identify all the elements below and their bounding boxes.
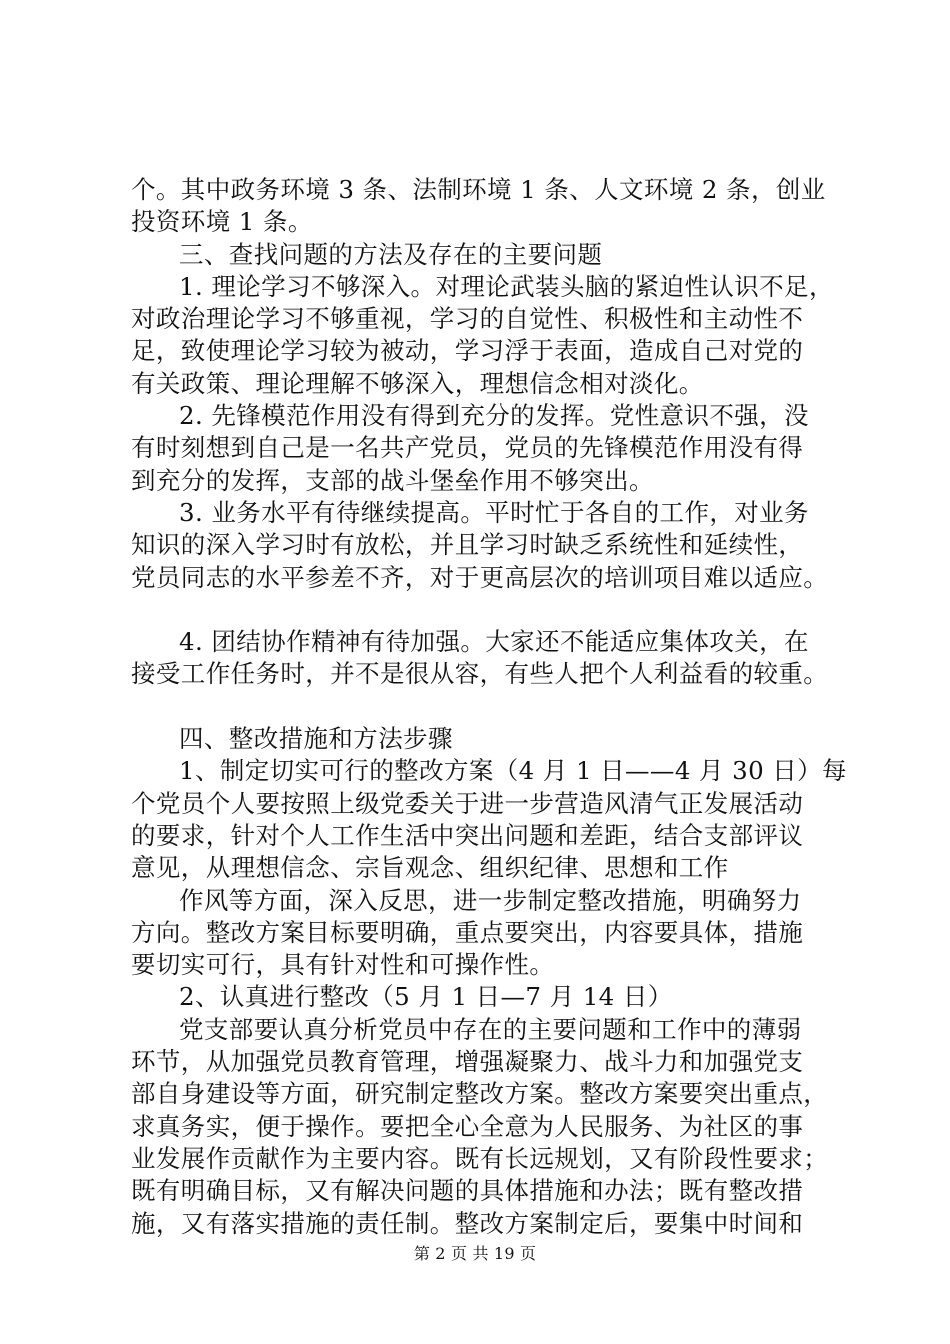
text-line: 2. 先锋模范作用没有得到充分的发挥。党性意识不强，没	[179, 401, 809, 431]
text-line: 四、整改措施和方法步骤	[179, 724, 453, 754]
text-line: 既有明确目标，又有解决问题的具体措施和办法；既有整改措	[131, 1176, 804, 1206]
text-line: 环节，从加强党员教育管理，增强凝聚力、战斗力和加强党支	[131, 1047, 804, 1077]
text-line: 作风等方面，深入反思，进一步制定整改措施，明确努力	[179, 885, 802, 915]
text-line: 到充分的发挥，支部的战斗堡垒作用不够突出。	[131, 465, 654, 495]
blank-line	[131, 594, 833, 626]
text-line: 意见，从理想信念、宗旨观念、组织纪律、思想和工作	[131, 853, 729, 883]
text-line: 三、查找问题的方法及存在的主要问题	[179, 239, 603, 269]
blank-line	[131, 691, 833, 723]
text-line: 部自身建设等方面，研究制定整改方案。整改方案要突出重点，	[131, 1079, 829, 1109]
text-line: 党支部要认真分析党员中存在的主要问题和工作中的薄弱	[179, 1014, 802, 1044]
text-line: 党员同志的水平参差不齐，对于更高层次的培训项目难以适应。	[131, 562, 829, 592]
text-line: 对政治理论学习不够重视，学习的自觉性、积极性和主动性不	[131, 304, 804, 334]
text-line: 2、认真进行整改（5 月 1 日—7 月 14 日）	[179, 982, 673, 1012]
text-line: 1. 理论学习不够深入。对理论武装头脑的紧迫性认识不足，	[179, 271, 834, 301]
text-line: 个。其中政务环境 3 条、法制环境 1 条、人文环境 2 条，创业	[131, 175, 826, 204]
text-line: 知识的深入学习时有放松，并且学习时缺乏系统性和延续性，	[131, 530, 804, 560]
text-line: 有关政策、理论理解不够深入，理想信念相对淡化。	[131, 368, 704, 398]
text-line: 求真务实，便于操作。要把全心全意为人民服务、为社区的事	[131, 1111, 804, 1141]
text-line: 足，致使理论学习较为被动，学习浮于表面，造成自己对党的	[131, 336, 804, 366]
text-line: 的要求，针对个人工作生活中突出问题和差距，结合支部评议	[131, 820, 804, 850]
text-line: 4. 团结协作精神有待加强。大家还不能适应集体攻关，在	[179, 627, 809, 657]
text-line: 业发展作贡献作为主要内容。既有长远规划，又有阶段性要求；	[131, 1143, 829, 1173]
text-line: 有时刻想到自己是一名共产党员，党员的先锋模范作用没有得	[131, 433, 804, 463]
text-line: 投资环境 1 条。	[131, 207, 313, 237]
document-body	[131, 174, 847, 1240]
text-line: 要切实可行，具有针对性和可操作性。	[131, 950, 555, 980]
text-line: 施，又有落实措施的责任制。整改方案制定后，要集中时间和	[131, 1208, 804, 1238]
text-line: 个党员个人要按照上级党委关于进一步营造风清气正发展活动	[131, 788, 804, 818]
page-footer: 第 2 页 共 19 页	[413, 1244, 537, 1263]
text-line: 接受工作任务时，并不是很从容，有些人把个人利益看的较重。	[131, 659, 829, 689]
text-line: 3. 业务水平有待继续提高。平时忙于各自的工作，对业务	[179, 497, 809, 527]
text-line: 方向。整改方案目标要明确，重点要突出，内容要具体，措施	[131, 917, 804, 947]
text-line: 1、制定切实可行的整改方案（4 月 1 日——4 月 30 日）每	[179, 756, 847, 786]
